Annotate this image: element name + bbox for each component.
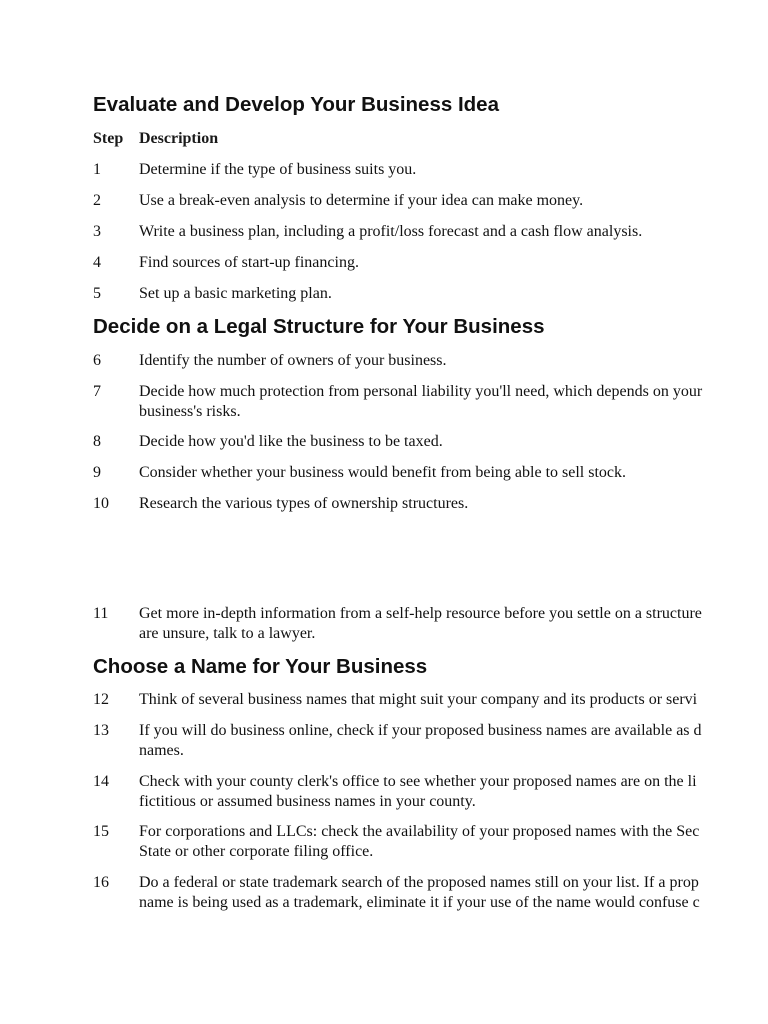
step-description: Think of several business names that might suit your company and its products or servi xyxy=(139,691,698,708)
column-header-step: Step xyxy=(93,130,124,147)
step-description: Decide how you'd like the business to be taxed. xyxy=(139,433,443,450)
step-description: Use a break-even analysis to determine if your idea can make money. xyxy=(139,192,584,209)
step-number: 10 xyxy=(93,495,109,512)
step-description: Write a business plan, including a profit/loss forecast and a cash flow analysis. xyxy=(139,223,643,240)
section-title-business-name: Choose a Name for Your Business xyxy=(93,655,428,678)
step-number: 9 xyxy=(93,464,101,481)
step-number: 5 xyxy=(93,285,101,302)
step-number: 13 xyxy=(93,722,109,739)
step-number: 2 xyxy=(93,192,101,209)
step-number: 4 xyxy=(93,254,101,271)
step-description: Get more in-depth information from a self-help resource before you settle on a structure are unsure, talk to a lawyer. xyxy=(139,605,702,642)
section-title-legal-structure: Decide on a Legal Structure for Your Business xyxy=(93,315,545,338)
step-number: 1 xyxy=(93,161,101,178)
step-number: 16 xyxy=(93,874,109,891)
step-description: Set up a basic marketing plan. xyxy=(139,285,332,302)
step-number: 8 xyxy=(93,433,101,450)
step-description: If you will do business online, check if your proposed business names are available as d names. xyxy=(139,722,702,759)
step-description: Do a federal or state trademark search of the proposed names still on your list. If a prop name is being used as a trademark, eliminate it if your use of the name would confuse c xyxy=(139,874,700,911)
step-description: Research the various types of ownership structures. xyxy=(139,495,469,512)
step-number: 11 xyxy=(93,605,109,622)
step-number: 7 xyxy=(93,383,101,400)
step-number: 14 xyxy=(93,773,109,790)
step-number: 6 xyxy=(93,352,101,369)
step-description: Identify the number of owners of your business. xyxy=(139,352,447,369)
step-number: 15 xyxy=(93,823,109,840)
step-description: Determine if the type of business suits you. xyxy=(139,161,417,178)
step-number: 12 xyxy=(93,691,109,708)
step-description: Check with your county clerk's office to see whether your proposed names are on the li fictitious or assumed business names in your county. xyxy=(139,773,697,810)
section-title-evaluate: Evaluate and Develop Your Business Idea xyxy=(93,93,499,116)
step-description: Decide how much protection from personal liability you'll need, which depends on your business's risks. xyxy=(139,383,703,420)
column-header-description: Description xyxy=(139,130,219,147)
step-number: 3 xyxy=(93,223,101,240)
step-description: For corporations and LLCs: check the availability of your proposed names with the Sec State or other corporate filing office. xyxy=(139,823,700,860)
step-description: Find sources of start-up financing. xyxy=(139,254,359,271)
step-description: Consider whether your business would benefit from being able to sell stock. xyxy=(139,464,627,481)
